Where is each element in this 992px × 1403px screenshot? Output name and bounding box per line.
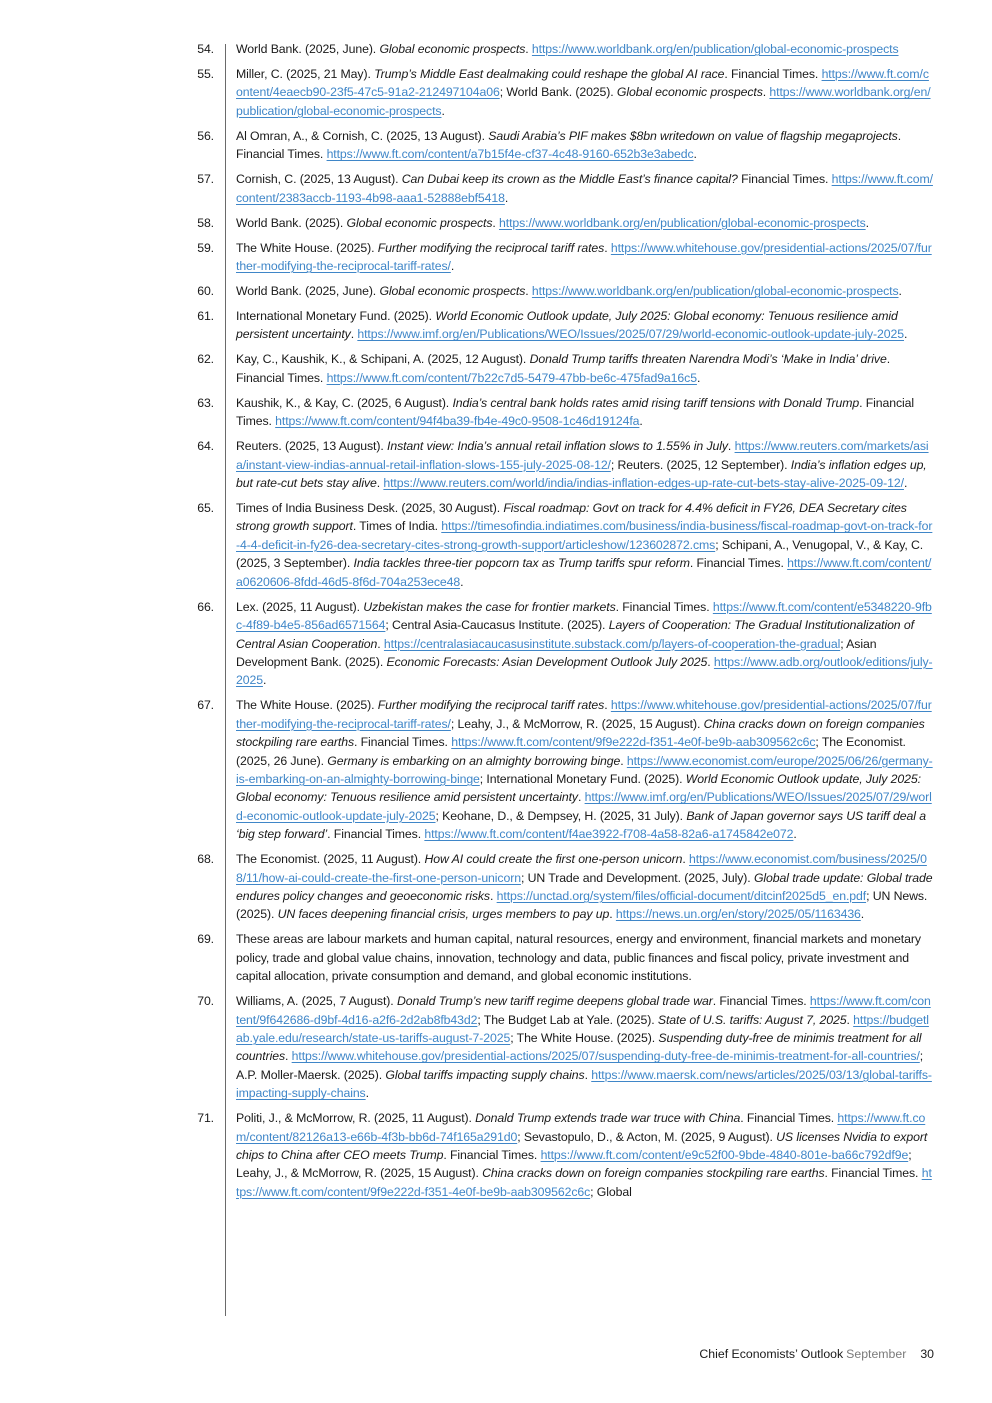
reference-segment: ; Central Asia-Caucasus Institute. (2025). <box>385 618 609 633</box>
reference-title: Trump’s Middle East dealmaking could reshape the global AI race <box>374 67 725 81</box>
reference-item <box>0 282 934 300</box>
reference-text <box>236 214 934 232</box>
reference-title: Further modifying the reciprocal tariff rates <box>377 240 605 255</box>
reference-link[interactable]: https://timesofindia.indiatimes.com/business/india-business/fiscal-roadmap-govt-on-track-for-4-4-deficit-in-fy26-dea-secretary-cites-strong-growth-support/articleshow/123602872.cms <box>236 519 933 552</box>
reference-title: India tackles three-tier popcorn tax as Trump tariffs spur reform <box>353 556 690 571</box>
reference-title: Donald Trump’s new tariff regime deepens global trade war <box>396 994 713 1009</box>
reference-link[interactable]: https://www.ft.com/content/82126a13-e66b-4f3b-bb6d-74f165a291d0 <box>236 1111 926 1144</box>
reference-segment: . Times of India. <box>352 519 442 534</box>
reference-segment: Cornish, C. (2025, 13 August). <box>236 172 402 187</box>
reference-text <box>236 307 934 344</box>
reference-segment: ; World Bank. (2025). <box>499 85 617 100</box>
reference-segment: . <box>490 888 497 903</box>
reference-text <box>236 1109 934 1201</box>
reference-title: UN faces deepening financial crisis, urges members to pay up <box>277 907 610 922</box>
reference-segment: ; Global <box>590 1184 632 1199</box>
reference-item <box>0 239 934 276</box>
reference-link[interactable]: https://www.adb.org/outlook/editions/july-2025 <box>236 654 933 688</box>
reference-link[interactable]: https://centralasiacaucasusinstitute.substack.com/p/layers-of-cooperation-the-gradual <box>383 636 841 651</box>
reference-number: 57. <box>197 172 214 187</box>
reference-title: Fiscal roadmap: Govt on track for 4.4% deficit in FY26, DEA Secretary cites strong growth support <box>236 501 907 534</box>
reference-text <box>236 850 934 924</box>
reference-link[interactable]: https://www.economist.com/business/2025/08/11/how-ai-could-create-the-first-one-person-unicorn <box>236 852 927 885</box>
reference-segment: Miller, C. (2025, 21 May). <box>236 67 375 81</box>
reference-item <box>0 930 934 985</box>
reference-title: Can Dubai keep its crown as the Middle East’s finance capital? <box>401 172 738 187</box>
reference-title: India’s inflation edges up, but rate-cut bets stay alive <box>236 457 927 491</box>
reference-text <box>236 598 934 690</box>
reference-title: Donald Trump tariffs threaten Narendra Modi’s ‘Make in India’ drive <box>529 352 887 367</box>
reference-link[interactable]: https://unctad.org/system/files/official-document/ditcinf2025d5_en.pdf <box>496 888 867 903</box>
reference-item <box>0 307 934 344</box>
reference-number: 68. <box>197 852 214 867</box>
reference-item <box>0 598 934 690</box>
reference-segment: International Monetary Fund. (2025). <box>236 309 436 324</box>
reference-segment: . <box>620 753 627 768</box>
reference-segment: . <box>604 240 611 255</box>
reference-segment: The White House. (2025). <box>236 240 378 255</box>
reference-item <box>0 499 934 591</box>
reference-segment: World Bank. (2025, June). <box>236 42 380 56</box>
reference-title: Global economic prospects <box>346 215 493 230</box>
reference-segment: ; Leahy, J., & McMorrow, R. (2025, 15 August). <box>450 716 704 731</box>
reference-item <box>0 696 934 843</box>
reference-number: 71. <box>197 1111 214 1126</box>
reference-segment: . <box>865 215 869 230</box>
reference-text <box>236 992 934 1102</box>
reference-segment: . <box>604 698 611 713</box>
reference-text <box>236 239 934 276</box>
reference-segment: The White House. (2025). <box>236 698 378 713</box>
reference-link[interactable]: https://www.ft.com/content/a0620606-8fdd-46d5-8f6d-704a253ece48 <box>236 556 932 589</box>
reference-segment: ; Leahy, J., & McMorrow, R. (2025, 15 August). <box>236 1148 912 1181</box>
reference-link[interactable]: https://www.economist.com/europe/2025/06/26/germany-is-embarking-on-an-almighty-borrowing-binge <box>236 753 933 786</box>
reference-number: 60. <box>197 284 214 299</box>
reference-number: 62. <box>197 352 214 367</box>
reference-text <box>236 65 934 120</box>
reference-link[interactable]: https://www.ft.com/content/e5348220-9fbc-4f89-b4e5-856ad6571564 <box>236 599 932 633</box>
reference-segment: ; Sevastopulo, D., & Acton, M. (2025, 9 August). <box>517 1129 777 1144</box>
reference-title: Layers of Cooperation: The Gradual Institutionalization of Central Asian Cooperation <box>236 618 914 651</box>
reference-segment: . <box>609 907 616 922</box>
reference-segment: . <box>504 190 509 205</box>
reference-link[interactable]: https://www.ft.com/content/9f642686-d9bf-4d16-a2f6-2d2ab8fb43d2 <box>236 994 931 1027</box>
reference-number: 61. <box>197 309 214 324</box>
reference-segment: . Financial Times. <box>712 994 810 1009</box>
reference-text <box>236 127 934 164</box>
reference-text <box>236 170 934 207</box>
reference-segment: . Financial Times. <box>236 395 915 429</box>
reference-item <box>0 850 934 924</box>
reference-segment: World Bank. (2025, June). <box>236 284 380 299</box>
reference-link[interactable]: https://www.maersk.com/news/articles/2025/03/13/global-tariffs-impacting-supply-chains <box>236 1067 932 1101</box>
reference-link[interactable]: https://www.ft.com/content/9f9e222d-f351-4e0f-be9b-aab309562c6c <box>236 1166 932 1199</box>
reference-title: India’s central bank holds rates amid rising tariff tensions with Donald Trump <box>452 395 860 410</box>
reference-segment: . <box>904 327 908 342</box>
reference-segment: . <box>285 1049 292 1064</box>
reference-segment: . <box>696 370 701 385</box>
reference-segment: . <box>525 42 532 56</box>
reference-segment: Williams, A. (2025, 7 August). <box>236 994 397 1009</box>
reference-link[interactable]: https://www.ft.com/content/e9c52f00-9bde-4840-801e-ba66c792df9e <box>540 1148 909 1163</box>
reference-link[interactable]: https://www.imf.org/en/Publications/WEO/Issues/2025/07/29/world-economic-outlook-update-july-2025 <box>357 327 904 342</box>
reference-text <box>236 437 934 492</box>
reference-number: 58. <box>197 215 214 230</box>
reference-link[interactable]: https://www.whitehouse.gov/presidential-actions/2025/07/further-modifying-the-reciprocal-tariff-rates/ <box>236 698 932 731</box>
reference-segment: Reuters. (2025, 13 August). <box>236 439 388 454</box>
reference-segment: ; UN News. (2025). <box>236 888 928 922</box>
reference-item <box>0 127 934 164</box>
reference-number: 66. <box>197 599 214 614</box>
reference-link[interactable]: https://www.ft.com/content/a7b15f4e-cf37-4c48-9160-652b3e3abedc <box>326 147 694 162</box>
reference-segment: Lex. (2025, 11 August). <box>236 599 364 614</box>
reference-number: 69. <box>197 932 214 947</box>
reference-text <box>236 394 934 431</box>
reference-item <box>0 65 934 120</box>
reference-segment: Kay, C., Kaushik, K., & Schipani, A. (2025, 12 August). <box>236 352 530 367</box>
reference-segment: . <box>460 574 464 589</box>
reference-segment: ; International Monetary Fund. (2025). <box>479 771 686 786</box>
references-list <box>0 40 992 1208</box>
reference-segment: ; The White House. (2025). <box>510 1031 659 1045</box>
reference-segment: Kaushik, K., & Kay, C. (2025, 6 August). <box>236 395 453 410</box>
reference-title: How AI could create the first one-person unicorn <box>424 852 683 867</box>
footer-publication: Chief Economists’ Outlook <box>699 1347 844 1361</box>
reference-segment: . <box>639 414 643 429</box>
reference-segment: . Financial Times. <box>354 735 452 750</box>
reference-title: State of U.S. tariffs: August 7, 2025 <box>657 1012 847 1027</box>
reference-segment: Politi, J., & McMorrow, R. (2025, 11 August). <box>236 1111 476 1126</box>
reference-title: Suspending duty-free de minimis treatment for all countries <box>236 1031 922 1064</box>
reference-segment: . Financial Times. <box>615 599 713 614</box>
reference-number: 64. <box>197 439 214 454</box>
reference-segment: ; The Economist. (2025, 26 June). <box>236 735 906 768</box>
reference-text <box>236 282 934 300</box>
reference-segment: Al Omran, A., & Cornish, C. (2025, 13 August). <box>236 128 489 143</box>
reference-title: Global trade update: Global trade endures policy changes and geoeconomic risks <box>236 870 933 903</box>
reference-number: 56. <box>197 128 214 143</box>
reference-segment: ; Reuters. (2025, 12 September). <box>610 457 791 472</box>
reference-number: 67. <box>197 698 214 713</box>
reference-segment: ; UN Trade and Development. (2025, July). <box>520 870 754 885</box>
reference-title: Instant view: India’s annual retail inflation slows to 1.55% in July <box>387 439 728 454</box>
reference-link[interactable]: https://www.ft.com/content/4eaecb90-23f5-47c5-91a2-212497104a06 <box>236 67 929 100</box>
reference-segment: . <box>365 1086 369 1101</box>
reference-segment: ; The Budget Lab at Yale. (2025). <box>477 1012 658 1027</box>
reference-text <box>236 499 934 591</box>
reference-item <box>0 1109 934 1201</box>
reference-title: Global economic prospects <box>379 42 526 56</box>
reference-segment: ; A.P. Moller-Maersk. (2025). <box>236 1049 924 1082</box>
reference-segment: . <box>577 790 585 805</box>
reference-title: China cracks down on foreign companies stockpiling rare earths <box>236 716 925 750</box>
reference-link[interactable]: https://news.un.org/en/story/2025/05/1163436 <box>615 907 861 922</box>
reference-segment: ; Asian Development Bank. (2025). <box>236 636 877 669</box>
reference-title: China cracks down on foreign companies stockpiling rare earths <box>482 1166 825 1181</box>
reference-segment: . <box>376 476 384 491</box>
reference-segment: . <box>682 852 689 867</box>
reference-item <box>0 170 934 207</box>
reference-segment: . <box>377 636 384 651</box>
reference-segment: . Financial Times. <box>740 1111 838 1126</box>
reference-link[interactable]: https://www.ft.com/content/7b22c7d5-5479-47bb-be6c-475fad9a16c5 <box>326 370 697 385</box>
reference-segment: . <box>492 215 500 230</box>
reference-segment: . <box>762 85 770 100</box>
reference-item <box>0 437 934 492</box>
reference-title: Global economic prospects <box>379 284 526 299</box>
reference-link[interactable]: https://www.whitehouse.gov/presidential-actions/2025/07/further-modifying-the-reciprocal-tariff-rates/ <box>236 240 932 274</box>
reference-link[interactable]: https://www.reuters.com/markets/asia/instant-view-indias-annual-retail-inflation-slows-155-july-2025-08-12/ <box>236 439 929 472</box>
reference-number: 54. <box>197 42 214 56</box>
reference-number: 59. <box>197 240 214 255</box>
reference-item <box>0 394 934 431</box>
reference-link[interactable]: https://www.ft.com/content/9f9e222d-f351-4e0f-be9b-aab309562c6c <box>451 735 816 750</box>
reference-segment: . <box>903 476 908 491</box>
reference-segment: World Bank. (2025). <box>236 215 347 230</box>
reference-title: Global tariffs impacting supply chains <box>385 1067 585 1082</box>
reference-text <box>236 350 934 387</box>
reference-segment: . <box>898 284 902 299</box>
reference-segment: . <box>450 259 455 274</box>
reference-segment: ; Keohane, D., & Dempsey, H. (2025, 31 July). <box>435 808 687 823</box>
reference-item <box>0 350 934 387</box>
reference-link[interactable]: https://www.imf.org/en/Publications/WEO/Issues/2025/07/29/world-economic-outlook-update-july-2025 <box>236 790 932 823</box>
reference-title: Germany is embarking on an almighty borrowing binge <box>327 753 621 768</box>
reference-text <box>236 696 934 843</box>
reference-link[interactable]: https://www.worldbank.org/en/publication/global-economic-prospects <box>531 284 899 299</box>
reference-segment: . Financial Times. <box>824 1166 922 1181</box>
reference-segment: . <box>441 103 445 118</box>
reference-link[interactable]: https://www.ft.com/content/f4ae3922-f708-4a58-82a6-a1745842e072 <box>424 827 794 842</box>
reference-segment: . <box>350 327 358 342</box>
reference-segment: . <box>525 284 532 299</box>
footer-month: September <box>846 1347 907 1361</box>
page-footer <box>699 1345 934 1363</box>
reference-number: 63. <box>197 395 214 410</box>
reference-segment: Financial Times. <box>737 172 832 187</box>
reference-link[interactable]: https://www.reuters.com/world/india/indias-inflation-edges-up-rate-cut-bets-stay-alive-2025-09-12/ <box>383 476 904 491</box>
reference-number: 65. <box>197 501 214 516</box>
reference-title: Saudi Arabia’s PIF makes $8bn writedown on value of flagship megaprojects <box>488 128 898 143</box>
reference-title: Donald Trump extends trade war truce with China <box>475 1111 741 1126</box>
reference-item <box>0 992 934 1102</box>
reference-link[interactable]: https://www.worldbank.org/en/publication/global-economic-prospects <box>499 215 866 230</box>
reference-link[interactable]: https://budgetlab.yale.edu/research/state-us-tariffs-august-7-2025 <box>236 1012 929 1045</box>
reference-segment: . <box>793 827 797 842</box>
reference-number: 55. <box>197 67 214 81</box>
reference-text <box>236 930 934 985</box>
reference-segment: . <box>727 439 735 454</box>
reference-link[interactable]: https://www.whitehouse.gov/presidential-actions/2025/07/suspending-duty-free-de-minimis-treatment-for-all-countries/ <box>291 1049 920 1064</box>
reference-link[interactable]: https://www.ft.com/content/2383accb-1193-4b98-aaa1-52888ebf5418 <box>236 172 933 205</box>
reference-segment: . Financial Times. <box>689 556 788 571</box>
reference-segment: . <box>262 673 267 688</box>
reference-segment: . Financial Times. <box>724 67 822 81</box>
reference-text <box>236 40 934 58</box>
reference-link[interactable]: https://www.ft.com/content/94f4ba39-fb4e-49c0-9508-1c46d19124fa <box>275 414 640 429</box>
reference-title: World Economic Outlook update, July 2025: Global economy: Tenuous resilience amid persistent uncertainty <box>236 771 921 805</box>
reference-segment: . Financial Times. <box>236 352 891 385</box>
reference-segment: . <box>584 1067 592 1082</box>
reference-segment: . <box>693 147 697 162</box>
reference-segment: . <box>707 654 714 669</box>
reference-number: 70. <box>197 994 214 1009</box>
reference-segment: These areas are labour markets and human capital, natural resources, energy and environment, financial markets and monetary policy, trade and global value chains, innovation, technology and data, public finances and fiscal policy, private investment and capital allocation, private consumption and demand, and global economic institutions. <box>236 932 921 984</box>
reference-link[interactable]: https://www.worldbank.org/en/publication/global-economic-prospects <box>236 85 931 118</box>
page-number: 30 <box>920 1347 934 1361</box>
reference-title: US licenses Nvidia to export chips to China after CEO meets Trump <box>236 1129 928 1163</box>
reference-segment: . Financial Times. <box>443 1148 541 1163</box>
reference-segment: . Financial Times. <box>327 827 425 842</box>
reference-title: Uzbekistan makes the case for frontier markets <box>363 599 616 614</box>
reference-segment: . <box>846 1012 854 1027</box>
reference-title: Economic Forecasts: Asian Development Outlook July 2025 <box>386 654 708 669</box>
reference-segment: Times of India Business Desk. (2025, 30 August). <box>236 501 504 516</box>
reference-title: Bank of Japan governor says US tariff deal a ‘big step forward’ <box>236 808 926 842</box>
reference-title: World Economic Outlook update, July 2025: Global economy: Tenuous resilience amid persistent uncertainty <box>236 309 898 342</box>
reference-link[interactable]: https://www.worldbank.org/en/publication/global-economic-prospects <box>531 42 899 56</box>
reference-segment: . <box>860 907 865 922</box>
reference-item <box>0 40 934 58</box>
reference-segment: . Financial Times. <box>236 128 902 162</box>
reference-segment: ; Schipani, A., Venugopal, V., & Kay, C. (2025, 3 September). <box>236 537 924 571</box>
reference-title: Global economic prospects <box>616 85 763 100</box>
reference-title: Further modifying the reciprocal tariff rates <box>377 698 605 713</box>
reference-item <box>0 214 934 232</box>
reference-segment: The Economist. (2025, 11 August). <box>236 852 425 867</box>
